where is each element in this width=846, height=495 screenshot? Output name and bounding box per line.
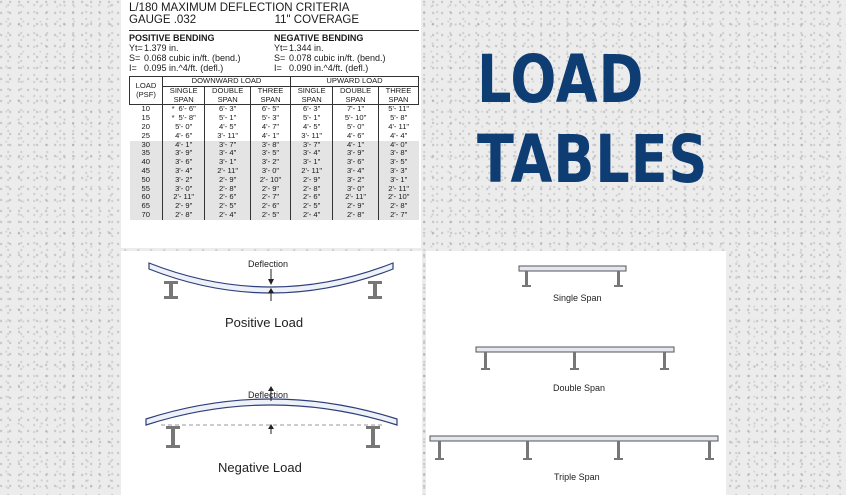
span-table-body xyxy=(130,105,419,220)
span-cell: 3'- 11" xyxy=(291,132,333,141)
single-span-header: SINGLE SPAN xyxy=(163,86,205,105)
beam xyxy=(519,266,626,271)
span-cell: 3'- 1" xyxy=(378,176,418,185)
span-cell: 2'- 8" xyxy=(163,211,205,220)
span-cell: 4'- 11" xyxy=(378,123,418,132)
three-span-header: THREE SPAN xyxy=(378,86,418,105)
span-cell: 3'- 0" xyxy=(250,167,290,176)
load-cell: 20 xyxy=(141,121,150,131)
support-post-icon xyxy=(614,271,623,287)
negative-load-caption: Negative Load xyxy=(218,460,302,475)
load-diagrams-panel xyxy=(121,251,422,495)
arrow-head-icon xyxy=(268,279,274,285)
span-cell: 3'- 9" xyxy=(163,149,205,158)
span-cell: 2'- 5" xyxy=(205,202,251,211)
span-cell: 2'- 5" xyxy=(291,202,333,211)
span-cell: 2'- 11" xyxy=(291,167,333,176)
deflected-beam xyxy=(146,399,397,425)
beam xyxy=(476,347,674,352)
i-beam-support-icon xyxy=(166,426,180,448)
span-cell: 3'- 8" xyxy=(378,149,418,158)
span-cell: 3'- 5" xyxy=(378,158,418,167)
i-beam-support-icon xyxy=(366,426,380,448)
section-properties xyxy=(129,30,419,73)
downward-header: DOWNWARD LOAD xyxy=(163,77,291,87)
span-cell: 5'- 3" xyxy=(250,114,290,123)
yt-value: 1.379 in. xyxy=(144,43,179,53)
span-cell: 4'- 4" xyxy=(378,132,418,141)
yt-key: Yt= xyxy=(129,43,143,53)
span-table xyxy=(129,76,419,220)
three-span-header: THREE SPAN xyxy=(250,86,290,105)
span-cell: 5'- 1" xyxy=(291,114,333,123)
deflection-label: Deflection xyxy=(248,390,289,400)
load-cell: 65 xyxy=(130,202,163,211)
span-cell: 3'- 8" xyxy=(250,141,290,150)
span-cell: 5'- 0" xyxy=(333,123,379,132)
span-cell: 2'- 5" xyxy=(250,211,290,220)
span-cell: 3'- 9" xyxy=(333,149,379,158)
support-post-icon xyxy=(570,352,579,370)
span-cell: 4'- 5" xyxy=(205,123,251,132)
double-span-diagram xyxy=(476,347,674,370)
span-cell: 3'- 4" xyxy=(163,167,205,176)
load-cell: 45 xyxy=(130,167,163,176)
double-span-header: DOUBLE SPAN xyxy=(333,86,379,105)
i-key: I= xyxy=(129,63,137,73)
gauge-row xyxy=(129,14,419,26)
s-key: S= xyxy=(129,53,141,63)
footnote-mark: * xyxy=(171,104,175,114)
span-cell: 3'- 1" xyxy=(291,158,333,167)
span-cell: 5'- 10" xyxy=(333,114,379,123)
table-row xyxy=(130,211,419,220)
span-cell: 3'- 1" xyxy=(205,158,251,167)
i-beam-support-icon xyxy=(164,281,178,299)
span-cell: 3'- 4" xyxy=(205,149,251,158)
span-cell: 6'- 3" xyxy=(205,105,251,114)
span-cell: 2'- 9" xyxy=(205,176,251,185)
span-cell: 4'- 6" xyxy=(163,132,205,141)
load-cell: 10 xyxy=(141,104,150,114)
span-value: 5'- 8" xyxy=(178,113,196,123)
footnote-mark: * xyxy=(171,113,175,123)
span-cell: 2'- 6" xyxy=(205,193,251,202)
span-cell: 2'- 11" xyxy=(205,167,251,176)
yt-key: Yt= xyxy=(274,43,288,53)
span-cell: 2'- 6" xyxy=(291,193,333,202)
span-cell: 2'- 8" xyxy=(291,185,333,194)
span-cell: 4'- 7" xyxy=(250,123,290,132)
single-span-header: SINGLE SPAN xyxy=(291,86,333,105)
span-cell: 5'- 11" xyxy=(378,105,418,114)
criteria-row xyxy=(129,2,419,14)
positive-load-caption: Positive Load xyxy=(225,315,304,330)
span-cell: 4'- 0" xyxy=(378,141,418,150)
load-cell: 40 xyxy=(130,158,163,167)
support-post-icon xyxy=(435,441,444,460)
positive-bending xyxy=(129,33,274,73)
span-cell: 3'- 3" xyxy=(378,167,418,176)
span-cell: 2'- 10" xyxy=(250,176,290,185)
span-cell: 2'- 9" xyxy=(250,185,290,194)
coverage-text: 11" COVERAGE xyxy=(274,14,359,26)
load-table xyxy=(129,2,419,220)
span-cell: 4'- 1" xyxy=(250,132,290,141)
negative-bending xyxy=(274,33,419,73)
span-cell: 3'- 2" xyxy=(333,176,379,185)
span-cell: 3'- 11" xyxy=(205,132,251,141)
span-cell: 7'- 1" xyxy=(333,105,379,114)
support-post-icon xyxy=(522,271,531,287)
span-cell: 3'- 7" xyxy=(291,141,333,150)
span-cell: 3'- 6" xyxy=(163,158,205,167)
span-cell: 2'- 4" xyxy=(205,211,251,220)
span-cell: 4'- 1" xyxy=(163,141,205,150)
deflection-label: Deflection xyxy=(248,259,289,269)
span-cell: 3'- 0" xyxy=(333,185,379,194)
span-cell: 5'- 1" xyxy=(205,114,251,123)
span-cell: 3'- 5" xyxy=(250,149,290,158)
load-cell: 15 xyxy=(141,113,150,123)
span-cell: 2'- 4" xyxy=(291,211,333,220)
positive-bending-title: POSITIVE BENDING xyxy=(129,33,215,43)
load-header: LOAD (PSF) xyxy=(130,77,163,105)
span-cell: 2'- 9" xyxy=(291,176,333,185)
span-cell: 4'- 1" xyxy=(333,141,379,150)
span-cell: 2'- 8" xyxy=(205,185,251,194)
span-cell: 2'- 8" xyxy=(378,202,418,211)
span-cell: 4'- 5" xyxy=(291,123,333,132)
single-span-caption: Single Span xyxy=(553,293,602,303)
span-cell: 2'- 7" xyxy=(250,193,290,202)
support-post-icon xyxy=(705,441,714,460)
span-cell: 3'- 2" xyxy=(250,158,290,167)
s-value: 0.068 cubic in/ft. (bend.) xyxy=(144,53,241,63)
span-cell: 3'- 2" xyxy=(163,176,205,185)
s-value: 0.078 cubic in/ft. (bend.) xyxy=(289,53,386,63)
span-value: 6'- 6" xyxy=(178,104,196,114)
load-cell: 30 xyxy=(130,141,163,150)
load-diagrams xyxy=(121,251,422,495)
span-cell: 2'- 8" xyxy=(333,211,379,220)
triple-span-diagram xyxy=(430,436,718,460)
support-post-icon xyxy=(523,441,532,460)
title-line-2: TABLES xyxy=(477,121,709,198)
span-cell: 2'- 10" xyxy=(378,193,418,202)
span-cell: 2'- 11" xyxy=(333,193,379,202)
span-cell: 2'- 7" xyxy=(378,211,418,220)
span-cell: 5'- 0" xyxy=(163,123,205,132)
load-cell: 60 xyxy=(130,193,163,202)
span-cell: 2'- 11" xyxy=(163,193,205,202)
s-key: S= xyxy=(274,53,286,63)
load-cell: 70 xyxy=(130,211,163,220)
span-cell: 3'- 6" xyxy=(333,158,379,167)
load-cell: 35 xyxy=(130,149,163,158)
upward-header: UPWARD LOAD xyxy=(291,77,419,87)
i-beam-support-icon xyxy=(368,281,382,299)
load-cell: 25 xyxy=(141,130,150,140)
i-key: I= xyxy=(274,63,282,73)
load-cell: 50 xyxy=(130,176,163,185)
triple-span-caption: Triple Span xyxy=(554,472,600,482)
span-cell: 2'- 9" xyxy=(163,202,205,211)
gauge-text: GAUGE .032 xyxy=(129,14,197,26)
support-post-icon xyxy=(481,352,490,370)
span-cell: 5'- 8" xyxy=(378,114,418,123)
double-span-header: DOUBLE SPAN xyxy=(205,86,251,105)
span-diagrams-panel xyxy=(426,251,726,495)
title-line-1: LOAD xyxy=(477,41,645,118)
span-cell: 6'- 3" xyxy=(291,105,333,114)
span-cell: 3'- 4" xyxy=(291,149,333,158)
criteria-text: L/180 MAXIMUM DEFLECTION CRITERIA xyxy=(129,2,350,14)
span-cell: 2'- 6" xyxy=(250,202,290,211)
load-cell: 55 xyxy=(130,185,163,194)
load-table-panel xyxy=(121,0,421,248)
beam xyxy=(430,436,718,441)
support-post-icon xyxy=(614,441,623,460)
support-post-icon xyxy=(660,352,669,370)
span-cell: 4'- 6" xyxy=(333,132,379,141)
span-diagrams xyxy=(426,251,726,495)
span-cell: 3'- 7" xyxy=(205,141,251,150)
negative-bending-title: NEGATIVE BENDING xyxy=(274,33,364,43)
i-value: 0.095 in.^4/ft. (defl.) xyxy=(144,63,224,73)
span-cell: 2'- 11" xyxy=(378,185,418,194)
yt-value: 1.344 in. xyxy=(289,43,324,53)
page-title xyxy=(477,40,708,200)
i-value: 0.090 in.^4/ft. (defl.) xyxy=(289,63,369,73)
span-cell: 6'- 5" xyxy=(250,105,290,114)
span-cell: 3'- 4" xyxy=(333,167,379,176)
single-span-diagram xyxy=(519,266,626,287)
double-span-caption: Double Span xyxy=(553,383,606,393)
span-cell: 3'- 0" xyxy=(163,185,205,194)
span-cell: 2'- 9" xyxy=(333,202,379,211)
